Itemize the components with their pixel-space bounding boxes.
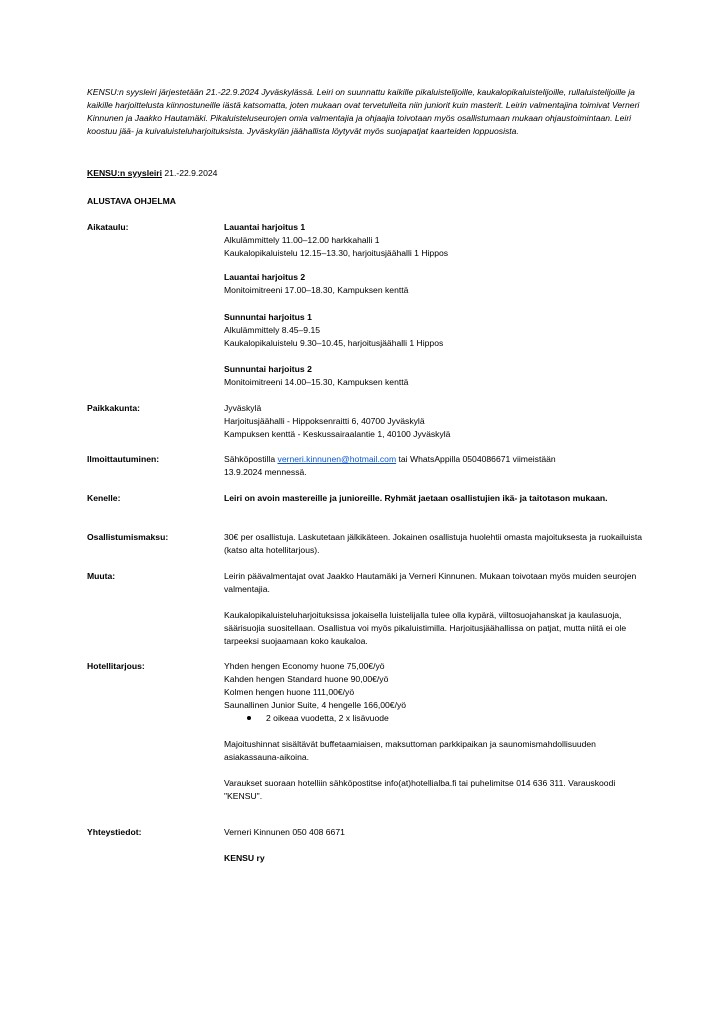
program-heading: ALUSTAVA OHJELMA — [87, 196, 176, 206]
schedule-session-2 — [224, 271, 644, 297]
place-line: Jyväskylä — [224, 403, 262, 413]
session-title: Lauantai harjoitus 2 — [224, 272, 306, 282]
hotel-paragraph-1: Majoitushinnat sisältävät buffetaamiaisen, maksuttoman parkkipaikan ja saunomismahdollisuuden asiakassauna-aikoina. — [224, 739, 596, 762]
session-line: Alkulämmittely 11.00–12.00 harkkahalli 1 — [224, 234, 380, 245]
session-line: Monitoimitreeni 14.00–15.30, Kampuksen kenttä — [224, 376, 409, 387]
hotel-room: Yhden hengen Economy huone 75,00€/yö — [224, 661, 385, 671]
registration-value — [224, 453, 644, 479]
other-paragraph-1: Leirin päävalmentajat ovat Jaakko Hautamäki ja Verneri Kinnunen. Mukaan toivotaan myös muiden seurojen valmentajia. — [224, 571, 637, 594]
schedule-label: Aikataulu: — [87, 222, 129, 232]
hotel-bullet-item — [224, 712, 644, 725]
fee-text: 30€ per osallistuja. Laskutetaan jälkikäteen. Jokainen osallistuja huolehtii omasta majoituksesta ja ruokailuista (katso alta hotellitarjous). — [224, 532, 642, 555]
intro-paragraph — [87, 86, 647, 138]
registration-line-1 — [224, 453, 644, 466]
audience-text: Leiri on avoin mastereille ja junioreille. Ryhmät jaetaan osallistujien ikä- ja taitotason mukaan. — [224, 493, 608, 503]
registration-prefix: Sähköpostilla — [224, 454, 278, 464]
session-line: Kaukalopikaluistelu 9.30–10.45, harjoitusjäähalli 1 Hippos — [224, 337, 444, 348]
camp-title-bold: KENSU:n syysleiri — [87, 168, 162, 178]
hotel-room: Kahden hengen Standard huone 90,00€/yö — [224, 673, 389, 684]
session-title: Sunnuntai harjoitus 1 — [224, 312, 312, 322]
registration-line-2: 13.9.2024 mennessä. — [224, 466, 307, 477]
hotel-label: Hotellitarjous: — [87, 661, 145, 671]
hotel-rooms — [224, 660, 644, 725]
bullet-icon — [247, 716, 251, 720]
place-line: Harjoitusjäähalli - Hippoksenraitti 6, 40700 Jyväskylä — [224, 415, 425, 426]
hotel-bullet-text: 2 oikeaa vuodetta, 2 x lisävuode — [266, 712, 389, 723]
schedule-session-4 — [224, 363, 644, 389]
registration-email-link[interactable]: verneri.kinnunen@hotmail.com — [277, 454, 397, 464]
other-label: Muuta: — [87, 571, 116, 581]
audience-label: Kenelle: — [87, 493, 121, 503]
registration-label: Ilmoittautuminen: — [87, 454, 160, 464]
session-line: Monitoimitreeni 17.00–18.30, Kampuksen kenttä — [224, 284, 409, 295]
camp-title-dates: 21.-22.9.2024 — [162, 168, 218, 178]
contact-person: Verneri Kinnunen 050 408 6671 — [224, 827, 345, 837]
session-title: Lauantai harjoitus 1 — [224, 222, 306, 232]
fee-label: Osallistumismaksu: — [87, 532, 169, 542]
schedule-session-1 — [224, 221, 644, 260]
schedule-session-3 — [224, 311, 644, 350]
contact-org: KENSU ry — [224, 853, 265, 863]
place-value — [224, 402, 644, 441]
registration-suffix: tai WhatsAppilla 0504086671 viimeistään — [396, 454, 556, 464]
camp-title — [87, 167, 217, 180]
place-line: Kampuksen kenttä - Keskussairaalantie 1, 40100 Jyväskylä — [224, 428, 451, 439]
hotel-room: Saunallinen Junior Suite, 4 hengelle 166,00€/yö — [224, 699, 407, 710]
hotel-paragraph-2: Varaukset suoraan hotelliin sähköpostitse info(at)hotellialba.fi tai puhelimitse 014 636 311. Varauskoodi "KENSU". — [224, 778, 616, 801]
place-label: Paikkakunta: — [87, 403, 141, 413]
session-line: Alkulämmittely 8.45–9.15 — [224, 324, 321, 335]
intro-text: KENSU:n syysleiri järjestetään 21.-22.9.2024 Jyväskylässä. Leiri on suunnattu kaikille pikaluistelijoille, kaukalopikaluistelijoille, rullaluistelijoille ja kaikille harjoittelusta kiinnostuneille iästä katsomatta, joten mukaan ovat tervetulleita niin juniorit kuin masterit. Leirin valmentajina toimivat Verneri Kinnunen ja Jaakko Hautamäki. Pikaluisteluseurojen omia valmentajia ja ohjaajia toivotaan myös osallistumaan mukaan ohjaustoimintaan. Leiri koostuu jää- ja kuivaluisteluharjoituksista. Jyväskylän jäähallista löytyvät myös suojapatjat kaarteiden loppuosista. — [87, 87, 640, 136]
hotel-room: Kolmen hengen huone 111,00€/yö — [224, 686, 355, 697]
session-line: Kaukalopikaluistelu 12.15–13.30, harjoitusjäähalli 1 Hippos — [224, 247, 449, 258]
session-title: Sunnuntai harjoitus 2 — [224, 364, 312, 374]
other-paragraph-2: Kaukalopikaluisteluharjoituksissa jokaisella luistelijalla tulee olla kypärä, viiltosuojahanskat ja kaulasuoja, säärisuojia suositellaan. Osallistua voi myös pikaluistimilla. Harjoitusjäähallissa on patjat, mutta niitä ei ole tarpeeksi suojaamaan koko kaukaloa. — [224, 610, 627, 646]
contact-label: Yhteystiedot: — [87, 827, 142, 837]
